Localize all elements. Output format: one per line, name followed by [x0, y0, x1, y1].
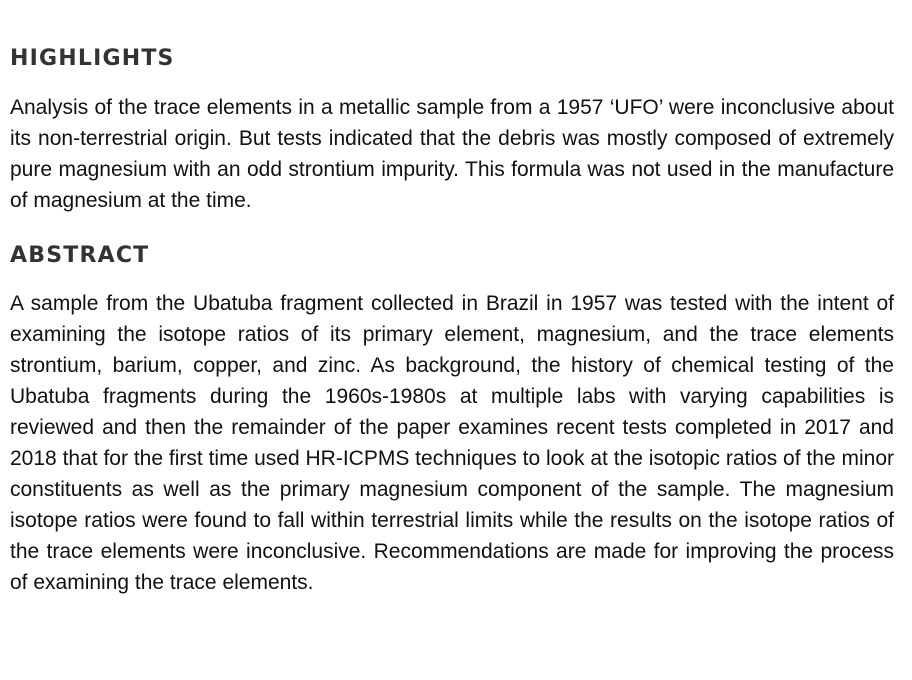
paper-front-matter	[10, 40, 894, 598]
highlights-heading: HIGHLIGHTS	[10, 46, 175, 71]
highlights-section	[10, 40, 894, 216]
abstract-heading: ABSTRACT	[10, 243, 150, 268]
abstract-text: A sample from the Ubatuba fragment collected in Brazil in 1957 was tested with the intent of examining the isotope ratios of its primary element, magnesium, and the trace elements strontium, barium, copper, and zinc. As background, the history of chemical testing of the Ubatuba fragments during the 1960s-1980s at multiple labs with varying capabilities is reviewed and then the remainder of the paper examines recent tests completed in 2017 and 2018 that for the first time used HR-ICPMS techniques to look at the isotopic ratios of the minor constituents as well as the primary magnesium component of the sample. The magnesium isotope ratios were found to fall within terrestrial limits while the results on the isotope ratios of the trace elements were inconclusive. Recommendations are made for improving the process of examining the trace elements.	[10, 292, 894, 594]
abstract-section	[10, 237, 894, 598]
highlights-text: Analysis of the trace elements in a metallic sample from a 1957 ‘UFO’ were inconclusive about its non-terrestrial origin. But tests indicated that the debris was mostly composed of extremely pure magnesium with an odd strontium impurity. This formula was not used in the manufacture of magnesium at the time.	[10, 96, 894, 212]
